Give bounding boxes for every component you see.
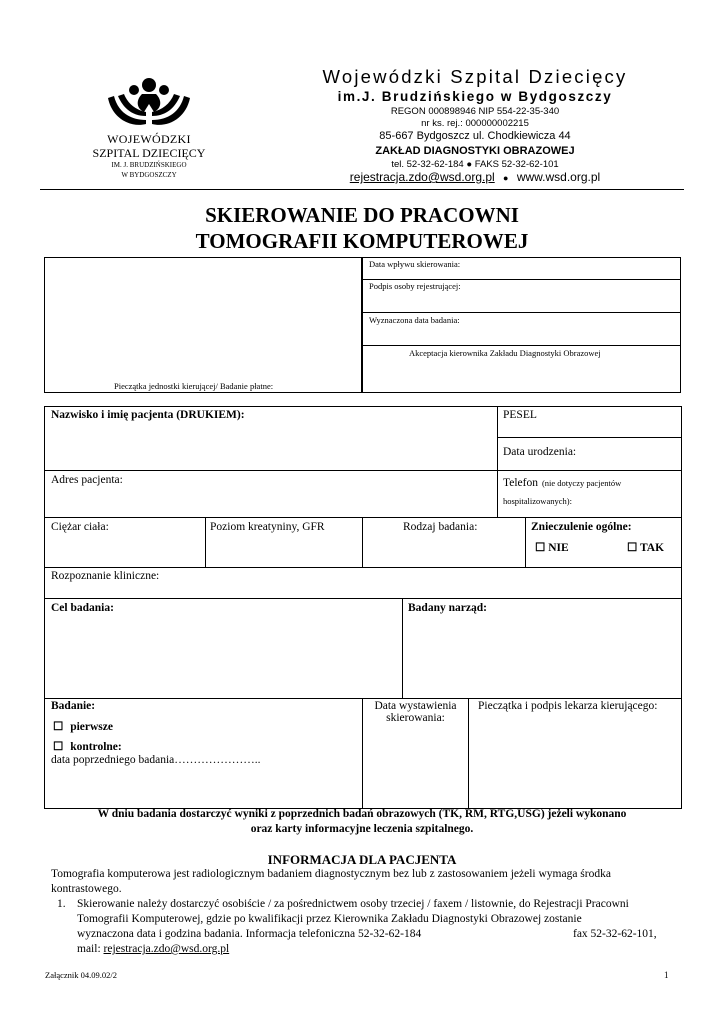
exam-purpose-field[interactable]: Cel badania: [51, 602, 114, 614]
birth-date-field[interactable]: Data urodzenia: [503, 446, 577, 458]
info-item1-fax: fax 52-32-62-101, [573, 928, 657, 940]
header-rule [40, 189, 684, 190]
info-item1-line3: wyznaczona data i godzina badania. Informacja telefoniczna 52-32-62-184 [77, 928, 422, 940]
info-heading: INFORMACJA DLA PACJENTA [267, 852, 457, 867]
row-line-pesel [497, 437, 682, 438]
info-item-number: 1. [57, 898, 66, 910]
col-line-kreat [205, 517, 206, 567]
patient-name-field[interactable]: Nazwisko i imię pacjenta (DRUKIEM): [51, 409, 245, 421]
anesthesia-no-label: NIE [548, 542, 569, 554]
mail-link[interactable]: rejestracja.zdo@wsd.org.pl [103, 943, 230, 955]
exam-control-option[interactable] [53, 739, 122, 753]
exam-first-option[interactable] [53, 719, 113, 733]
registration-box [362, 257, 681, 393]
col-line-pesel [497, 406, 498, 517]
patient-address-field[interactable]: Adres pacjenta: [51, 474, 123, 486]
checkbox-icon[interactable]: ☐ [535, 542, 546, 554]
wyznaczona-label[interactable]: Wyznaczona data badania: [369, 315, 460, 325]
attachment-number: Załącznik 04.09.02/2 [45, 970, 117, 980]
pesel-field[interactable]: PESEL [503, 409, 537, 421]
form-title-line1: SKIEROWANIE DO PRACOWNI [205, 203, 519, 227]
logo-text-line3: IM. J. BRUDZIŃSKIEGO [111, 161, 187, 169]
regon-nip: REGON 000898946 NIP 554-22-35-340 [390, 106, 560, 117]
issue-date-label-1: Data wystawienia [374, 700, 457, 712]
referring-unit-stamp-box[interactable] [44, 257, 362, 393]
exam-control-label: kontrolne: [70, 741, 122, 753]
row-line-2 [44, 517, 682, 518]
contact-line [240, 170, 710, 184]
logo-text-line4: W BYDGOSZCZY [121, 171, 177, 179]
phone-label: Telefon [503, 477, 538, 489]
anesthesia-no-option[interactable] [535, 540, 569, 554]
results-note-line1: W dniu badania dostarczyć wyniki z poprzednich badań obrazowych (TK, RM, RTG,USG) jeżeli wykonano [97, 808, 627, 820]
col-line-pieczatka [468, 698, 469, 809]
checkbox-icon[interactable]: ☐ [53, 721, 64, 733]
bullet: ● [503, 173, 509, 183]
phone-note-1: (nie dotyczy pacjentów [541, 478, 622, 488]
phone-note-2: hospitalizowanych): [503, 496, 572, 506]
data-wplywu-label[interactable]: Data wpływu skierowania: [369, 259, 461, 269]
col-line-znieczulenie [525, 517, 526, 567]
logo-text-line2: SZPITAL DZIECIĘCY [92, 146, 206, 160]
exam-first-label: pierwsze [70, 721, 113, 733]
row-line-1 [44, 470, 682, 471]
website-link[interactable]: www.wsd.org.pl [516, 170, 601, 184]
podpis-label[interactable]: Podpis osoby rejestrującej: [369, 281, 461, 291]
anesthesia-yes-label: TAK [639, 542, 665, 554]
results-note-line2: oraz karty informacyjne leczenia szpitalnego. [250, 823, 474, 835]
exam-label: Badanie: [51, 700, 96, 712]
reg-divider-3 [362, 345, 681, 346]
page-number: 1 [664, 970, 669, 980]
anesthesia-label: Znieczulenie ogólne: [531, 521, 632, 533]
hospital-subname: im.J. Brudzińskiego w Bydgoszczy [337, 89, 613, 104]
phone-fax: tel. 52-32-62-184 ● FAKS 52-32-62-101 [391, 159, 559, 170]
logo-text-line1: WOJEWÓDZKI [107, 132, 191, 146]
row-line-5 [44, 698, 682, 699]
col-line-rodzaj [362, 517, 363, 567]
akceptacja-label[interactable]: Akceptacja kierownika Zakładu Diagnostyki Obrazowej [409, 348, 601, 358]
row-line-4 [44, 598, 682, 599]
stamp-label: Pieczątka jednostki kierującej/ Badanie płatne: [114, 381, 274, 391]
hospital-name: Wojewódzki Szpital Dziecięcy [322, 66, 628, 87]
examined-organ-field[interactable]: Badany narząd: [408, 602, 487, 614]
checkbox-icon[interactable]: ☐ [627, 542, 638, 554]
info-intro-1: Tomografia komputerowa jest radiologicznym badaniem diagnostycznym bez lub z zastosowaniem jeżeli wymaga środka [51, 868, 611, 880]
reg-divider-2 [362, 312, 681, 313]
mail-prefix: mail: [77, 943, 104, 955]
issue-date-field[interactable] [363, 700, 468, 724]
doctor-stamp-field[interactable]: Pieczątka i podpis lekarza kierującego: [478, 700, 658, 712]
creatinine-field[interactable]: Poziom kreatyniny, GFR [210, 521, 325, 533]
info-intro-2: kontrastowego. [51, 883, 122, 895]
col-line-narzad [402, 598, 403, 698]
info-item1-line2: Tomografii Komputerowej, gdzie po kwalifikacji przez Kierownika Zakładu Diagnostyki Obrazowej zostanie [77, 913, 582, 925]
hospital-address: 85-667 Bydgoszcz ul. Chodkiewicza 44 [379, 130, 571, 142]
issue-date-label-2: skierowania: [386, 712, 445, 724]
reg-divider-1 [362, 279, 681, 280]
body-weight-field[interactable]: Ciężar ciała: [51, 521, 109, 533]
anesthesia-yes-option[interactable] [627, 540, 664, 554]
nr-ks-rej: nr ks. rej.: 000000002215 [421, 118, 529, 129]
patient-form-table [44, 406, 682, 809]
hospital-logo [84, 74, 214, 184]
diagnosis-field[interactable]: Rozpoznanie kliniczne: [51, 570, 160, 582]
department-name: ZAKŁAD DIAGNOSTYKI OBRAZOWEJ [375, 145, 575, 157]
phone-field[interactable] [503, 473, 681, 509]
form-title-line2: TOMOGRAFII KOMPUTEROWEJ [195, 229, 529, 253]
email-link[interactable]: rejestracja.zdo@wsd.org.pl [349, 170, 495, 184]
exam-type-field[interactable]: Rodzaj badania: [403, 521, 478, 533]
previous-exam-date-field[interactable]: data poprzedniego badania………………….. [51, 754, 261, 766]
row-line-3 [44, 567, 682, 568]
hands-logo-icon [84, 74, 214, 136]
info-item1-line1: Skierowanie należy dostarczyć osobiście / za pośrednictwem osoby trzeciej / faxem / listownie, do Rejestracji Pracowni [77, 898, 629, 910]
info-item1-mail [77, 943, 229, 955]
checkbox-icon[interactable]: ☐ [53, 741, 64, 753]
